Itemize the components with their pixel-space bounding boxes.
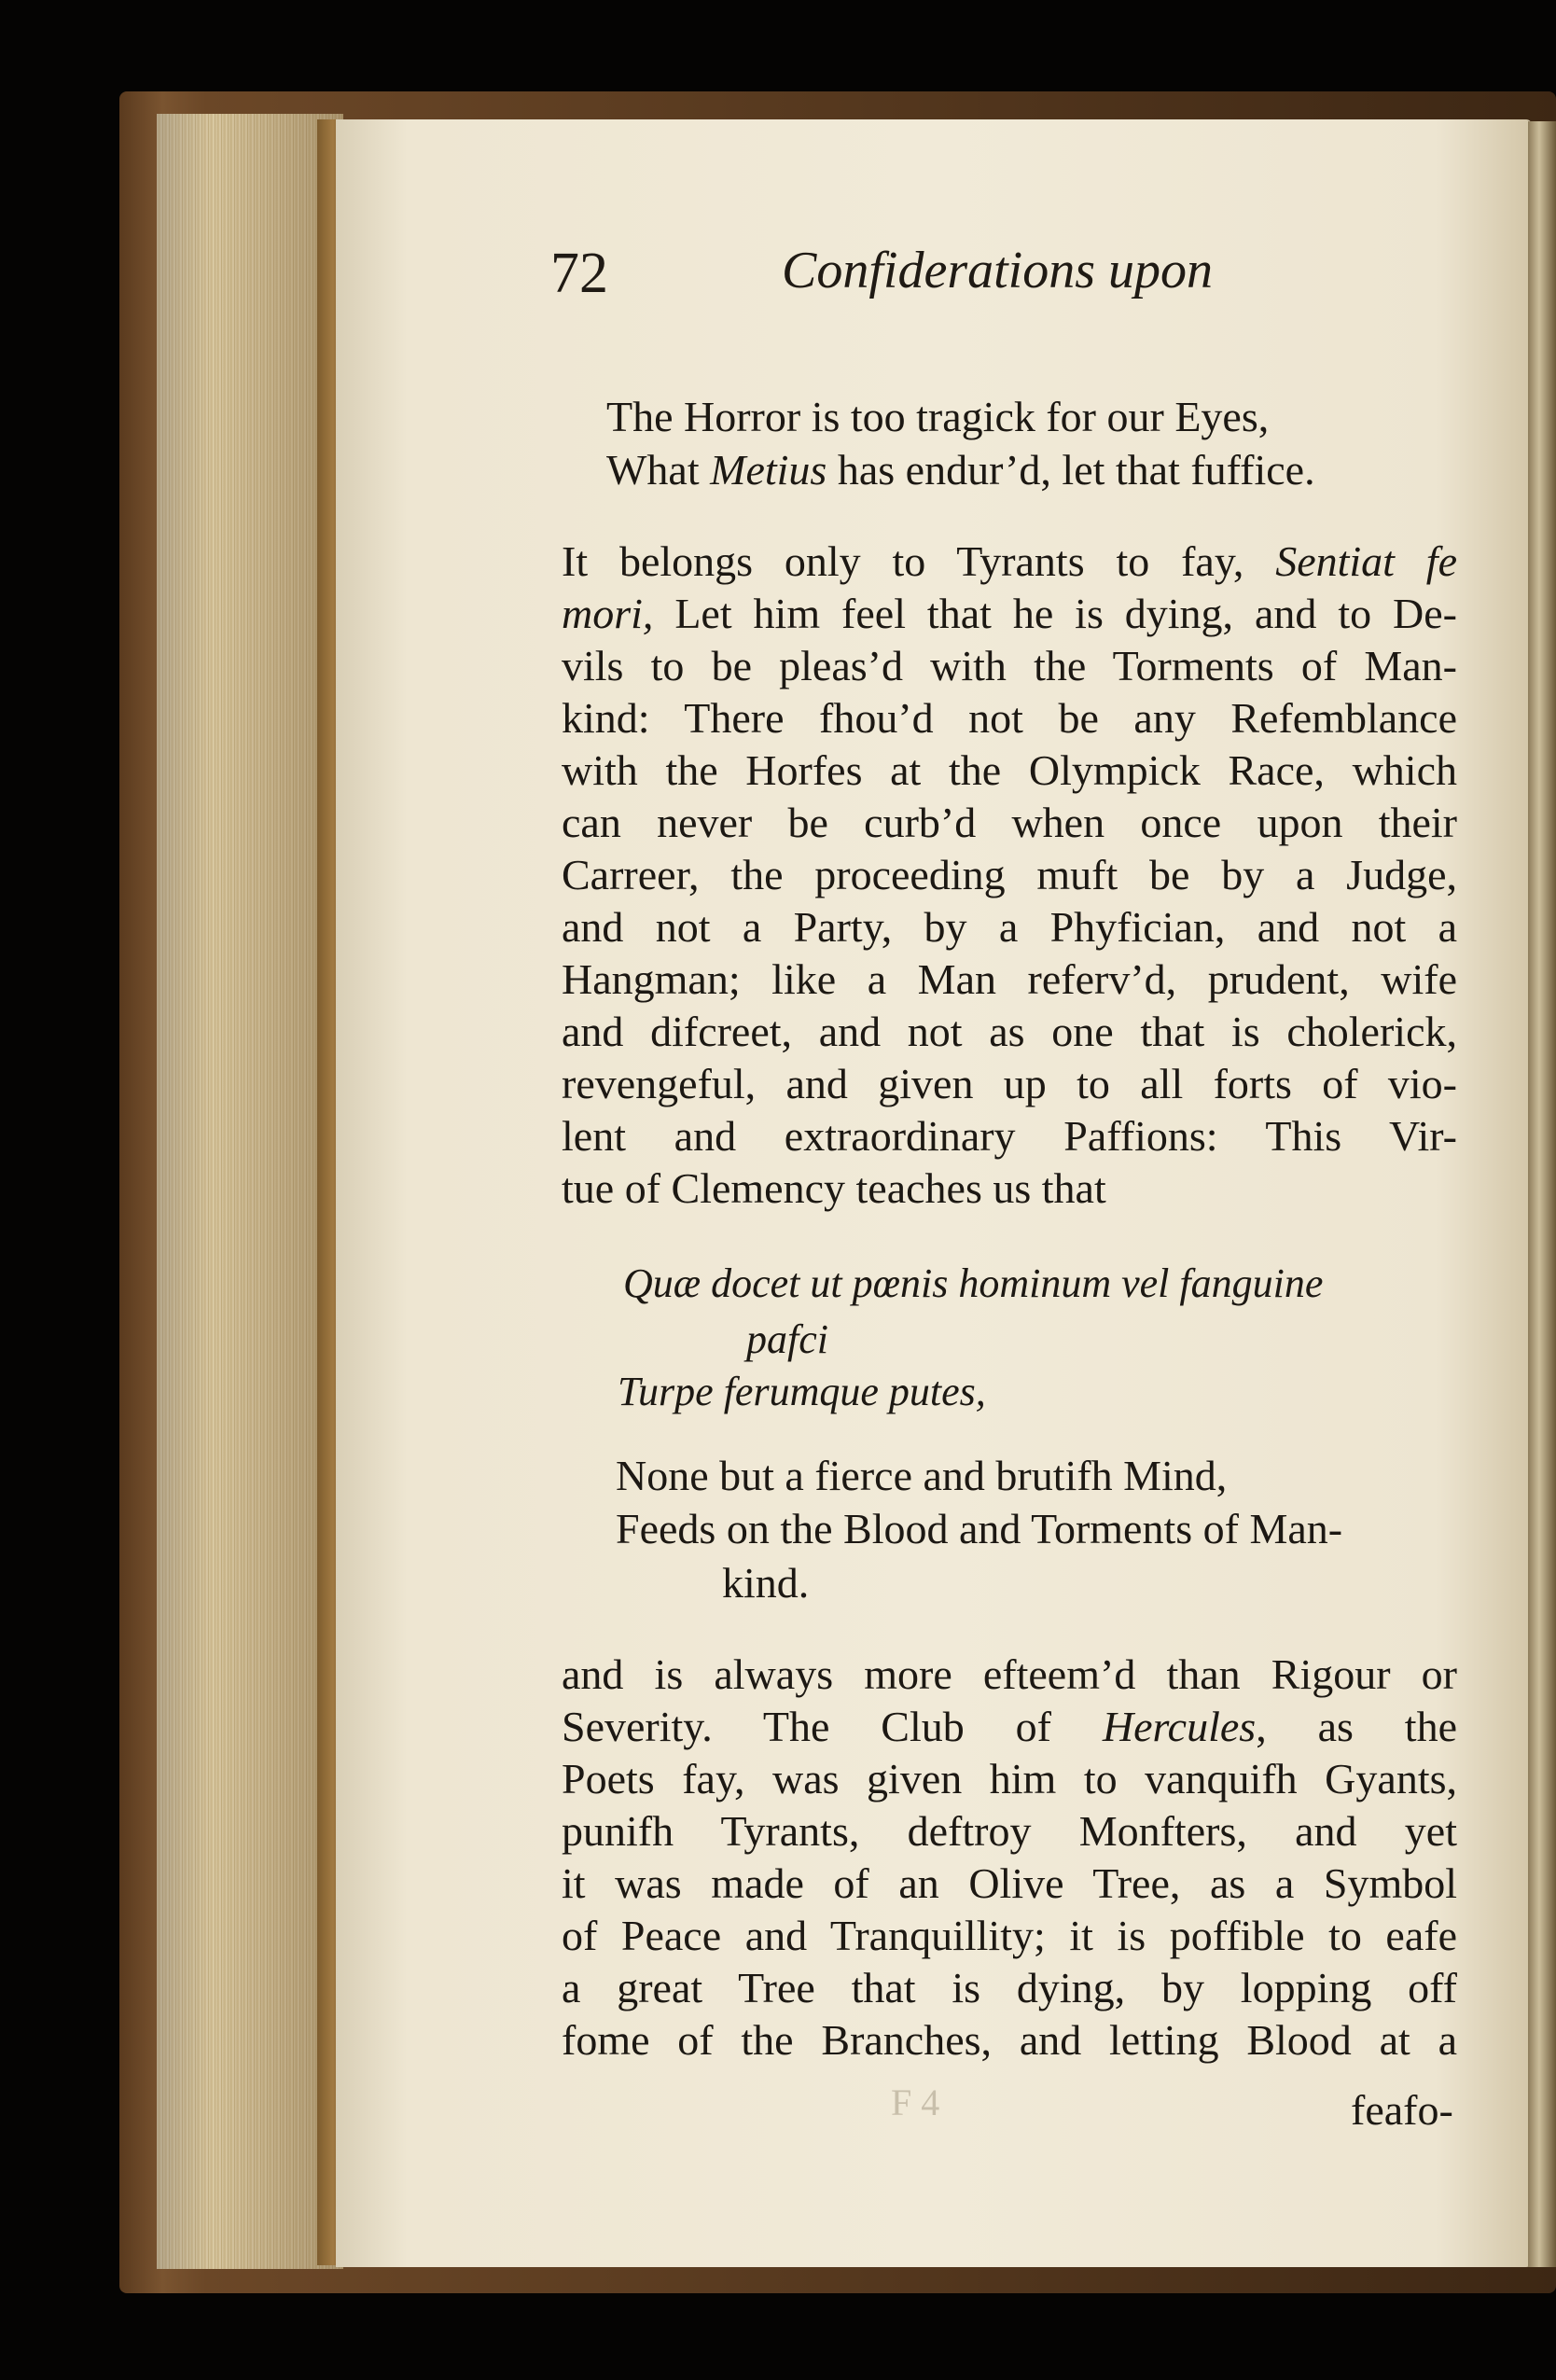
catchword: feafo- <box>1351 2086 1453 2134</box>
page-stack-shading <box>157 114 343 2269</box>
signature-mark: F 4 <box>891 2081 940 2123</box>
para1-last-line: tue of Clemency teaches us that <box>562 1164 1106 1212</box>
para2-line1: and is always more efteem’d than Rigour or <box>562 1650 1457 1698</box>
para1-line: Carreer, the proceeding muft be by a Judge, <box>562 851 1457 898</box>
latin-line3: Turpe ferumque putes, <box>618 1369 986 1414</box>
para2-line: a great Tree that is dying, by lopping off <box>562 1964 1457 2011</box>
para1-line: Hangman; like a Man referv’d, prudent, wife <box>562 955 1457 1003</box>
para1-line: with the Horfes at the Olympick Race, which <box>562 746 1457 794</box>
para1-line: lent and extraordinary Paffions: This Vir- <box>562 1112 1457 1160</box>
verse2-line1: None but a fierce and brutifh Mind, <box>616 1452 1228 1499</box>
para2-line: it was made of an Olive Tree, as a Symbol <box>562 1859 1457 1907</box>
latin-line1: Quæ docet ut pœnis hominum vel fanguine <box>623 1260 1324 1306</box>
para1-line: kind: There fhou’d not be any Refemblance <box>562 694 1457 742</box>
para1-line: and not a Party, by a Phyfician, and not a <box>562 903 1457 951</box>
para2-line: of Peace and Tranquillity; it is poffible to eafe <box>562 1912 1457 1959</box>
para2-line: Poets fay, was given him to vanquifh Gyants, <box>562 1755 1457 1802</box>
verse1-line1: The Horror is too tragick for our Eyes, <box>606 393 1270 440</box>
para2-last-line: fome of the Branches, and letting Blood at a <box>562 2016 1457 2064</box>
verse1-line2: What Metius has endur’d, let that fuffice. <box>606 446 1315 494</box>
para1-line1: It belongs only to Tyrants to fay, Sentiat fe <box>562 537 1457 585</box>
latin-line2: pafci <box>746 1316 828 1362</box>
verse2-line2: Feeds on the Blood and Torments of Man- <box>616 1505 1343 1552</box>
para1-line: revengeful, and given up to all forts of vio- <box>562 1060 1457 1107</box>
page-number: 72 <box>550 242 608 305</box>
para2-line: punifh Tyrants, deftroy Monfters, and yet <box>562 1807 1457 1855</box>
para1-line: vils to be pleas’d with the Torments of Man- <box>562 642 1457 689</box>
para1-line: can never be curb’d when once upon their <box>562 799 1457 846</box>
right-page-edge <box>1528 121 1556 2267</box>
verse2-line3: kind. <box>722 1559 810 1607</box>
para1-line: and difcreet, and not as one that is cholerick, <box>562 1008 1457 1055</box>
para1-line2: mori, Let him feel that he is dying, and to De- <box>562 590 1457 637</box>
running-title: Confiderations upon <box>782 242 1214 299</box>
para2-line2: Severity. The Club of Hercules, as the <box>562 1703 1457 1750</box>
